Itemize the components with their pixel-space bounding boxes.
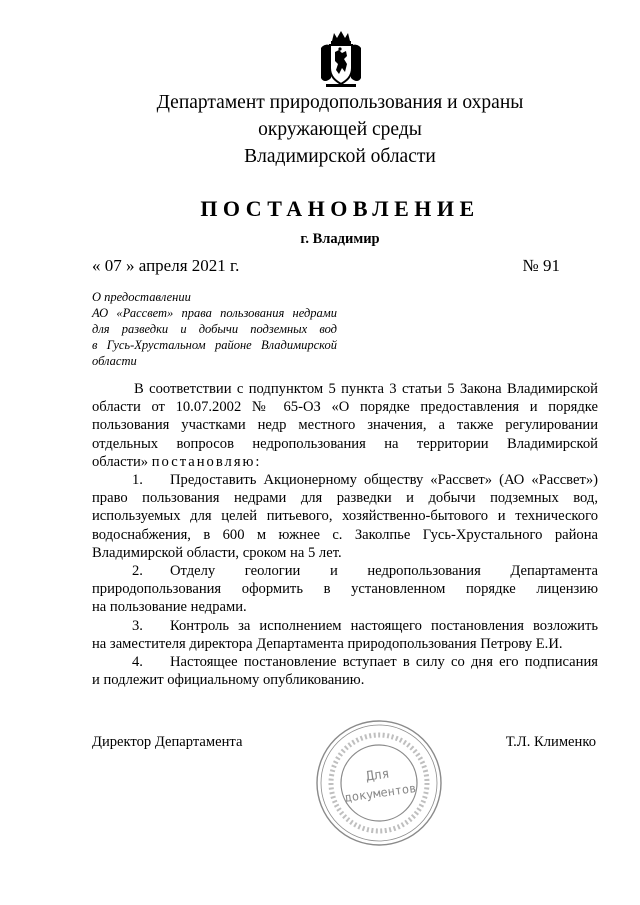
item-first-line	[92, 653, 598, 671]
document-type-title: ПОСТАНОВЛЕНИЕ	[200, 196, 480, 221]
document-body	[92, 380, 598, 689]
signatory-name: Т.Л. Клименко	[505, 734, 596, 750]
item-line: Настоящее постановление вступает в силу со дня его подписания	[170, 654, 598, 671]
item-number: 2.	[132, 563, 143, 580]
subject-line: для разведки и добычи подземных вод	[92, 322, 337, 336]
document-subject	[92, 289, 337, 369]
item-line: на заместителя директора Департамента природопользования Петрову Е.И.	[92, 635, 563, 652]
preamble-line: области»	[92, 453, 149, 470]
subject-line: О предоставлении	[92, 290, 191, 304]
item-first-line	[92, 562, 598, 580]
preamble-last-line	[92, 453, 598, 471]
document-city: г. Владимир	[300, 231, 380, 247]
item-line: Контроль за исполнением настоящего постановления возложить	[170, 617, 598, 634]
preamble-line: отдельных вопросов недропользования на территории Владимирской	[92, 435, 598, 452]
decree-word: постановляю:	[151, 453, 262, 470]
coat-of-arms-icon	[318, 28, 364, 88]
subject-line: АО «Рассвет» права пользования недрами	[92, 306, 337, 320]
department-name	[80, 89, 600, 170]
item-line: право пользования недрами для разведки и добычи подземных вод,	[92, 490, 598, 507]
document-number: № 91	[522, 256, 560, 275]
svg-text:Для: Для	[365, 766, 391, 785]
preamble-line: В соответствии с подпунктом 5 пункта 3 статьи 5 Закона Владимирской	[134, 381, 598, 397]
item-number: 3.	[132, 617, 143, 634]
stamp-seal-icon	[313, 717, 445, 849]
item-line: Отделу геологии и недропользования Департамента	[170, 563, 598, 580]
item-line: используемых для целей питьевого, хозяйственно-бытового и технического	[92, 508, 598, 525]
preamble-line: области от 10.07.2002 № 65-ОЗ «О порядке предоставления и порядке	[92, 399, 598, 416]
item-line: Предоставить Акционерному обществу «Рассвет» (АО «Рассвет»)	[170, 472, 598, 489]
item-line: на пользование недрами.	[92, 599, 247, 616]
item-line: и подлежит официальному опубликованию.	[92, 672, 365, 689]
subject-line: в Гусь-Хрустальном районе Владимирской	[92, 338, 337, 352]
svg-text:документов: документов	[343, 780, 418, 805]
item-line: водоснабжения, в 600 м южнее с. Заколпье Гусь-Хрустального района	[92, 526, 598, 543]
signatory-position: Директор Департамента	[92, 734, 243, 750]
item-line: природопользования оформить в установленном порядке лицензию	[92, 581, 598, 598]
item-number: 4.	[132, 654, 143, 671]
document-date: « 07 » апреля 2021 г.	[92, 256, 240, 275]
preamble-line: пользования участками недр местного значения, а также регулировании	[92, 417, 598, 434]
subject-line: области	[92, 354, 137, 368]
department-line: Департамент природопользования и охраны	[156, 92, 524, 113]
item-first-line	[92, 617, 598, 635]
item-line: Владимирской области, сроком на 5 лет.	[92, 544, 342, 561]
department-line: окружающей среды	[258, 119, 422, 140]
department-line: Владимирской области	[244, 146, 436, 167]
item-number: 1.	[132, 472, 143, 489]
item-first-line	[92, 471, 598, 489]
